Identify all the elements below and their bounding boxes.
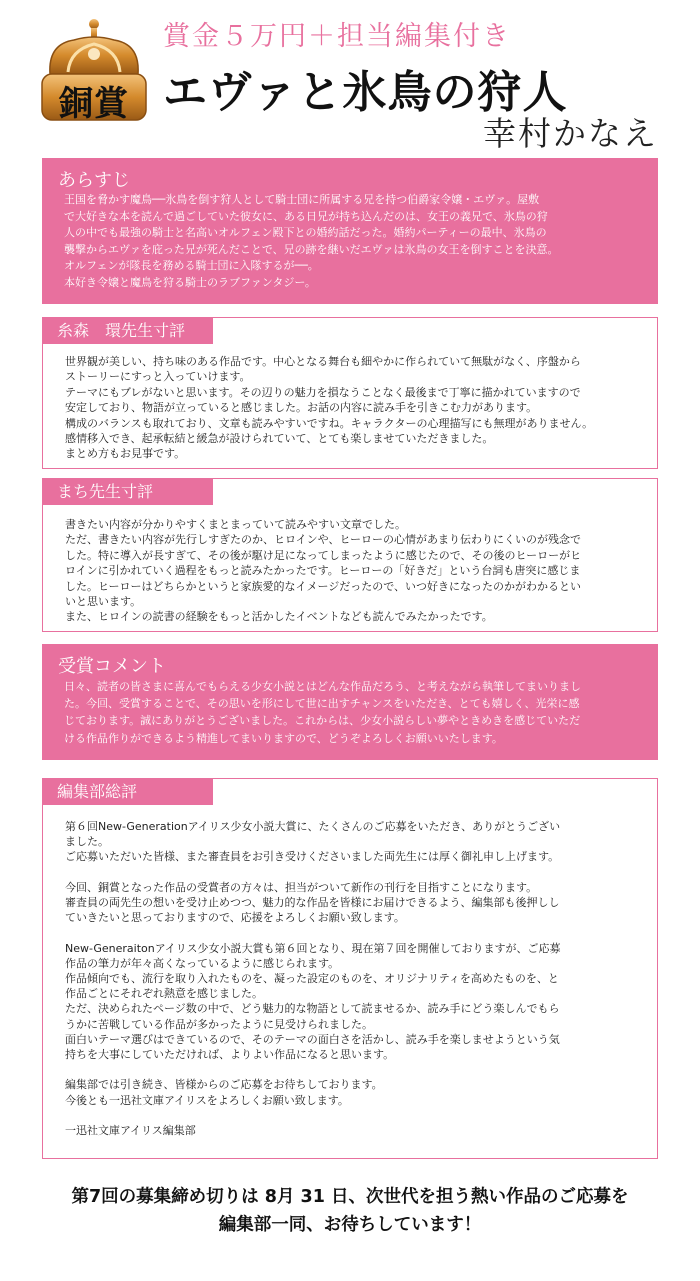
editorial-line: 今回、銅賞となった作品の受賞者の方々は、担当がついて新作の刊行を目指すことになります。: [65, 880, 538, 894]
editorial-line: [65, 925, 639, 940]
review-machi-heading: まち先生寸評: [43, 479, 213, 505]
synopsis-box: [42, 158, 658, 304]
award-comment-heading: 受賞コメント: [58, 656, 166, 677]
prize-line: 賞金５万円＋担当編集付き: [163, 21, 511, 52]
review1-line: 構成のバランスも取れており、文章も読みやすいですね。キャラクターの心理描写にも無理がありません。: [65, 416, 594, 430]
editorial-line: 第６回New-Generationアイリス少女小説大賞に、たくさんのご応募をいただき、ありがとうござい: [65, 820, 561, 833]
review2-line: また、ヒロインの読書の経験をもっと活かしたイベントなども読んでみたかったです。: [65, 610, 493, 624]
synopsis-line: で大好きな本を読んで過ごしていた彼女に、ある日兄が持ち込んだのは、女王の義兄で、氷鳥の狩: [64, 209, 548, 223]
editorial-line: [65, 1062, 639, 1077]
review1-line: 感情移入でき、起承転結と緩急が設けられていて、とても楽しませていただきました。: [65, 432, 494, 446]
review2-line: いと思います。: [65, 595, 142, 609]
review1-line: 世界観が美しい、持ち味のある作品です。中心となる舞台も細やかに作られていて無駄がなく、序盤から: [65, 355, 581, 368]
comment-line: じております。誠にありがとうございました。これからは、少女小説らしい夢やときめきを感じていただ: [64, 714, 581, 728]
editorial-line: ていきたいと思っておりますので、応援をよろしくお願い致します。: [65, 911, 405, 925]
author-name: 幸村かなえ: [483, 114, 658, 153]
comment-line: ける作品作りができるよう精進してまいりますので、どうぞよろしくお願いいたします。: [64, 731, 503, 745]
review2-line: した。特に導入が長すぎて、その後が駆け足になってしまったように感じたので、その後のヒーローがヒ: [65, 548, 582, 562]
editorial-line: 作品ごとにそれぞれ熱意を感じました。: [65, 987, 263, 1001]
editorial-line: 編集部では引き続き、皆様からのご応募をお待ちしております。: [65, 1078, 383, 1092]
award-comment-text: [42, 674, 658, 747]
review2-line: した。ヒーローはどちらかというと家族愛的なイメージだったので、いつ好きになったのかがわかるとい: [65, 579, 582, 593]
footer-line-2: 編集部一同、お待ちしています！: [218, 1215, 482, 1235]
review1-line: 安定しており、物語が立っていると感じました。お話の内容に読み手を引きこむ力があります。: [65, 401, 538, 415]
synopsis-line: 本好き令嬢と魔鳥を狩る騎士のラブファンタジー。: [64, 275, 316, 289]
editorial-box: [42, 778, 658, 1159]
editorial-text: [65, 819, 639, 1138]
review1-line: テーマにもブレがないと思います。その辺りの魅力を損なうことなく最後まで丁寧に描かれていますので: [65, 385, 581, 399]
footer-message: [0, 1183, 700, 1239]
footer-line-1: 第7回の募集締め切りは 8月 31 日、次世代を担う熱い作品のご応募を: [71, 1187, 629, 1207]
editorial-line: ただ、決められたページ数の中で、どう魅力的な物語として読ませるか、読み手にどう楽しんでもら: [65, 1002, 560, 1016]
review-machi-text: [65, 517, 639, 625]
comment-line: 日々、読者の皆さまに喜んでもらえる少女小説とはどんな作品だろう、と考えながら執筆してまいりまし: [64, 680, 581, 693]
synopsis-text: [42, 188, 658, 292]
editorial-line: [65, 865, 639, 880]
work-title: エヴァと氷鳥の狩人: [163, 67, 568, 118]
editorial-line: 面白いテーマ選びはできているので、そのテーマの面白さを活かし、読み手を楽しませようという気: [65, 1032, 560, 1046]
editorial-line: New-Generaitonアイリス少女小説大賞も第６回となり、現在第７回を開催しておりますが、ご応募: [65, 941, 561, 955]
review2-line: ただ、書きたい内容が先行しすぎたのか、ヒロインや、ヒーローの心情があまり伝わりにくいのが残念で: [65, 533, 582, 547]
editorial-line: 審査員の両先生の想いを受け止めつつ、魅力的な作品を皆様にお届けできるよう、編集部も後押しし: [65, 896, 560, 910]
editorial-line: うかに苦戦している作品が多かったように見受けられました。: [65, 1017, 373, 1031]
review2-line: 書きたい内容が分かりやすくまとまっていて読みやすい文章でした。: [65, 518, 406, 531]
editorial-line: [65, 1108, 639, 1123]
review2-line: ロインに引かれていく過程をもっと読みたかったです。ヒーローの「好きだ」という台詞も唐突に感じま: [65, 564, 581, 578]
synopsis-line: オルフェンが隊長を務める騎士団に入隊するが──。: [64, 259, 319, 273]
review-itomori-text: [65, 354, 639, 462]
editorial-line: 今後とも一迅社文庫アイリスをよろしくお願い致します。: [65, 1093, 349, 1107]
header: [0, 0, 700, 153]
review1-line: ストーリーにすっと入っていけます。: [65, 370, 251, 384]
synopsis-line: 人の中でも最強の騎士と名高いオルフェン殿下との婚約話だった。婚約パーティーの最中、氷鳥の: [64, 226, 547, 240]
synopsis-line: 王国を脅かす魔鳥──氷鳥を倒す狩人として騎士団に所属する兄を持つ伯爵家令嬢・エヴァ。屋敷: [64, 193, 540, 206]
comment-line: た。今回、受賞することで、その思いを形にして世に出すチャンスをいただき、とても嬉しく、光栄に感: [64, 697, 580, 711]
review-itomori-box: [42, 317, 658, 469]
editorial-line: ご応募いただいた皆様、また審査員をお引き受けくださいました両先生には厚く御礼申し上げます。: [65, 850, 560, 864]
editorial-line: 持ちを大事にしていただければ、よりよい作品になると思います。: [65, 1048, 395, 1062]
review-itomori-heading: 糸森 環先生寸評: [43, 318, 213, 344]
editorial-heading: 編集部総評: [43, 779, 213, 805]
award-badge-label: 銅賞: [59, 84, 129, 124]
editorial-line: 作品の筆力が年々高くなっているように感じられます。: [65, 956, 340, 970]
synopsis-heading: あらすじ: [58, 170, 130, 191]
review1-line: まとめ方もお見事です。: [65, 447, 186, 461]
synopsis-line: 襲撃からエヴァを庇った兄が死んだことで、兄の跡を継いだエヴァは氷鳥の女王を倒すことを決意。: [64, 242, 559, 256]
review-machi-box: [42, 478, 658, 632]
editorial-line: 一迅社文庫アイリス編集部: [65, 1124, 196, 1138]
award-comment-box: [42, 644, 658, 760]
editorial-line: 作品傾向でも、流行を取り入れたものを、凝った設定のものを、オリジナリティを高めたものを、と: [65, 972, 559, 986]
bronze-crown-badge: [38, 14, 150, 130]
editorial-line: ました。: [65, 835, 109, 849]
